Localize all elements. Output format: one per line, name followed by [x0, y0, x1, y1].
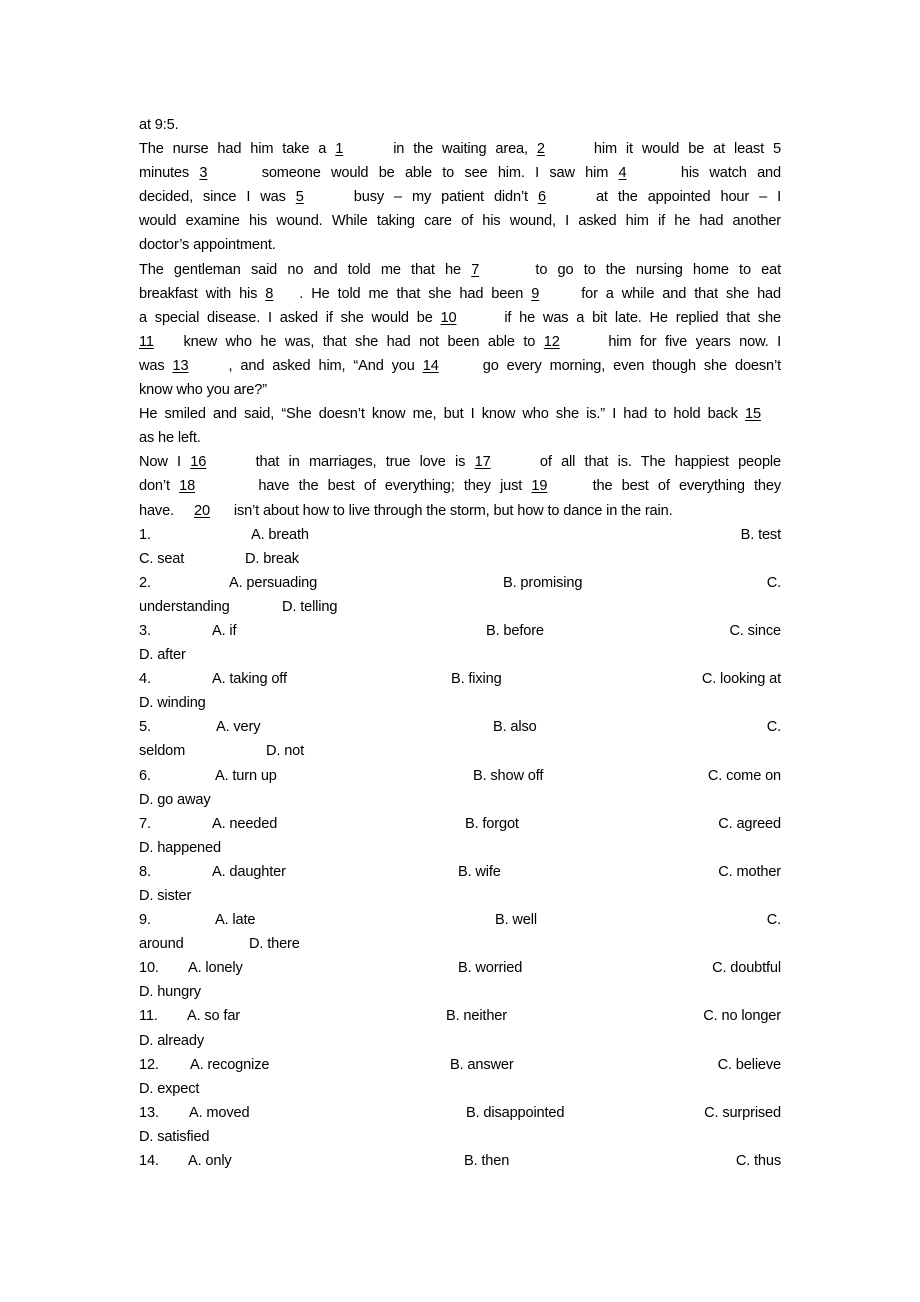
question-options-row — [139, 1101, 781, 1125]
question-options-continuation — [139, 788, 781, 812]
passage-text: don’t — [139, 478, 180, 495]
passage-line — [139, 330, 781, 354]
option-a[interactable]: A. recognize — [190, 1056, 270, 1073]
option-c[interactable]: C. — [766, 912, 781, 929]
blank-15[interactable]: 15 — [745, 406, 761, 423]
passage-line — [139, 499, 781, 523]
blank-1[interactable]: 1 — [335, 141, 344, 158]
question-options-row — [139, 1053, 781, 1077]
question-options-continuation — [139, 595, 781, 619]
question-options-row — [139, 571, 781, 595]
question-options-row — [139, 619, 781, 643]
question-options-continuation — [139, 1029, 781, 1053]
passage-text: his watch and — [670, 165, 781, 182]
option-a[interactable]: A. breath — [251, 526, 309, 543]
passage-text: of all that is. The happiest people — [530, 454, 781, 471]
option-a[interactable]: A. so far — [187, 1008, 240, 1025]
passage-text: minutes — [139, 165, 200, 182]
option-c[interactable]: C. mother — [718, 863, 781, 880]
option-b[interactable]: B. then — [464, 1153, 510, 1170]
question-options-continuation — [139, 980, 781, 1004]
question-number: 4. — [139, 671, 151, 688]
option-b[interactable]: B. disappointed — [466, 1104, 565, 1121]
question-options-row — [139, 956, 781, 980]
question-options-continuation — [139, 691, 781, 715]
question-item — [139, 715, 781, 763]
question-list — [139, 523, 781, 1174]
option-c[interactable]: C. doubtful — [712, 960, 781, 977]
question-number: 8. — [139, 863, 151, 880]
passage-paragraph — [139, 258, 781, 403]
option-b[interactable]: B. neither — [446, 1008, 507, 1025]
option-a[interactable]: A. very — [216, 719, 261, 736]
option-b[interactable]: B. well — [495, 912, 537, 929]
question-options-continuation — [139, 836, 781, 860]
passage-text: . He told me that she had been — [299, 285, 532, 302]
option-a[interactable]: A. taking off — [212, 671, 287, 688]
question-number: 10. — [139, 960, 159, 977]
document-page — [139, 113, 781, 1173]
question-options-row — [139, 812, 781, 836]
passage-line — [139, 354, 781, 378]
passage-line — [139, 209, 781, 233]
passage-line — [139, 161, 781, 185]
blank-16[interactable]: 16 — [190, 454, 207, 471]
option-b[interactable]: B. test — [740, 526, 781, 543]
question-options-continuation — [139, 884, 781, 908]
passage-text: someone would be able to see him. I saw him — [251, 165, 619, 182]
question-item — [139, 523, 781, 571]
question-options-continuation — [139, 932, 781, 956]
passage-text: in the waiting area, — [393, 141, 537, 158]
question-options-row — [139, 1004, 781, 1028]
blank-11[interactable]: 11 — [139, 333, 154, 350]
blank-13[interactable]: 13 — [172, 357, 189, 374]
option-d[interactable]: D. go away — [139, 791, 211, 808]
option-c-text[interactable]: understanding — [139, 598, 230, 615]
blank-18[interactable]: 18 — [179, 478, 196, 495]
question-number: 13. — [139, 1104, 159, 1121]
option-d[interactable]: D. not — [266, 743, 305, 760]
passage-text: for a while and that she had — [573, 285, 781, 302]
option-b[interactable]: B. also — [493, 719, 537, 736]
passage-text: decided, since I was — [139, 189, 296, 206]
option-d[interactable]: D. after — [139, 647, 186, 664]
blank-7[interactable]: 7 — [471, 261, 480, 278]
option-c[interactable]: C. come on — [707, 767, 781, 784]
passage-text: knew who he was, that she had not been able to — [175, 333, 544, 350]
option-c[interactable]: C. believe — [717, 1056, 781, 1073]
option-a[interactable]: A. only — [188, 1153, 232, 1170]
question-item — [139, 1053, 781, 1101]
blank-4[interactable]: 4 — [618, 165, 627, 182]
blank-2[interactable]: 2 — [536, 141, 545, 158]
option-c[interactable]: C. since — [729, 622, 781, 639]
option-b[interactable]: B. wife — [458, 863, 501, 880]
passage-line — [139, 282, 781, 306]
question-item — [139, 956, 781, 1004]
passage-paragraph — [139, 402, 781, 450]
question-number: 2. — [139, 574, 151, 591]
passage-line — [139, 474, 781, 498]
blank-19[interactable]: 19 — [531, 478, 548, 495]
passage-text: to go to the nursing home to eat — [525, 261, 781, 278]
passage-line — [139, 185, 781, 209]
option-d[interactable]: D. telling — [282, 598, 338, 615]
passage-paragraph — [139, 450, 781, 522]
question-options-row — [139, 523, 781, 547]
blank-17[interactable]: 17 — [474, 454, 491, 471]
question-item — [139, 571, 781, 619]
question-options-continuation — [139, 739, 781, 763]
option-a[interactable]: A. persuading — [229, 574, 318, 591]
question-options-row — [139, 1149, 781, 1173]
option-a[interactable]: A. moved — [189, 1104, 250, 1121]
option-a[interactable]: A. if — [212, 622, 237, 639]
blank-6[interactable]: 6 — [537, 189, 546, 206]
question-item — [139, 1101, 781, 1149]
question-options-row — [139, 715, 781, 739]
question-number: 14. — [139, 1153, 159, 1170]
question-item — [139, 812, 781, 860]
passage-text: that in marriages, true love is — [246, 454, 475, 471]
question-number: 9. — [139, 912, 151, 929]
option-d[interactable]: D. satisfied — [139, 1128, 210, 1145]
passage-text: have. — [139, 502, 174, 519]
question-item — [139, 619, 781, 667]
passage-text: at the appointed hour – I — [585, 189, 781, 206]
question-item — [139, 1149, 781, 1173]
question-number: 12. — [139, 1056, 159, 1073]
option-a[interactable]: A. needed — [212, 815, 278, 832]
passage-text: go every morning, even though she doesn’t — [474, 357, 781, 374]
option-d[interactable]: D. already — [139, 1032, 205, 1049]
question-options-continuation — [139, 1077, 781, 1101]
passage-text: a special disease. I asked if she would be — [139, 309, 441, 326]
passage-text: him for five years now. I — [599, 333, 781, 350]
passage-text: breakfast with his — [139, 285, 266, 302]
passage-text: him it would be at least 5 — [584, 141, 782, 158]
option-d[interactable]: D. hungry — [139, 984, 201, 1001]
passage-text: , and asked him, “And you — [228, 357, 423, 374]
option-b[interactable]: B. before — [486, 622, 544, 639]
question-number: 1. — [139, 526, 151, 543]
question-options-continuation — [139, 547, 781, 571]
option-c[interactable]: C. — [766, 719, 781, 736]
passage-line — [139, 426, 781, 450]
option-d[interactable]: D. break — [245, 550, 299, 567]
blank-3[interactable]: 3 — [199, 165, 208, 182]
question-options-row — [139, 667, 781, 691]
passage-line — [139, 233, 781, 257]
passage-lead: at 9:5. — [139, 117, 179, 133]
option-d[interactable]: D. sister — [139, 888, 192, 904]
passage-text: was — [139, 357, 173, 374]
question-number: 3. — [139, 622, 151, 639]
question-item — [139, 667, 781, 715]
question-number: 7. — [139, 815, 151, 832]
option-d[interactable]: D. expect — [139, 1080, 200, 1097]
question-number: 6. — [139, 767, 151, 784]
option-d[interactable]: D. there — [249, 936, 300, 953]
option-b[interactable]: B. answer — [450, 1056, 514, 1073]
option-c[interactable]: C. — [766, 574, 781, 591]
passage-text: have the best of everything; they just — [249, 478, 532, 495]
option-c-text[interactable]: seldom — [139, 743, 186, 760]
passage-line — [139, 306, 781, 330]
passage-line — [139, 378, 781, 402]
option-d[interactable]: D. winding — [139, 695, 206, 712]
cloze-passage — [139, 137, 781, 523]
option-b[interactable]: B. worried — [458, 960, 523, 977]
passage-text: if he was a bit late. He replied that she — [496, 309, 781, 326]
option-a[interactable]: A. turn up — [215, 767, 277, 784]
passage-text: would examine his wound. While taking care of his wound, I asked him if he had another — [139, 213, 781, 230]
passage-paragraph — [139, 137, 781, 257]
passage-line — [139, 258, 781, 282]
passage-text: The nurse had him take a — [139, 141, 336, 158]
question-options-continuation — [139, 1125, 781, 1149]
passage-line — [139, 402, 781, 426]
option-d[interactable]: D. happened — [139, 839, 221, 856]
option-a[interactable]: A. daughter — [212, 863, 286, 880]
blank-10[interactable]: 10 — [440, 309, 457, 326]
question-item — [139, 1004, 781, 1052]
blank-14[interactable]: 14 — [422, 357, 439, 374]
passage-text: as he left. — [139, 430, 201, 447]
question-item — [139, 908, 781, 956]
blank-9[interactable]: 9 — [531, 285, 540, 302]
blank-8[interactable]: 8 — [265, 285, 274, 302]
blank-12[interactable]: 12 — [543, 333, 560, 350]
blank-5[interactable]: 5 — [295, 189, 304, 206]
question-item — [139, 860, 781, 908]
passage-text: Now I — [139, 454, 191, 471]
passage-text: busy – my patient didn’t — [343, 189, 538, 206]
option-c[interactable]: C. seat — [139, 550, 185, 567]
option-b[interactable]: B. fixing — [451, 671, 502, 688]
question-options-row — [139, 860, 781, 884]
question-item — [139, 764, 781, 812]
option-c[interactable]: C. thus — [735, 1153, 781, 1170]
passage-text: the best of everything they — [583, 478, 781, 495]
passage-line — [139, 450, 781, 474]
passage-text: know who you are?” — [139, 382, 267, 399]
option-c[interactable]: C. no longer — [703, 1008, 781, 1025]
option-b[interactable]: B. show off — [473, 767, 544, 784]
option-b[interactable]: B. forgot — [465, 815, 519, 832]
question-number: 5. — [139, 719, 151, 736]
option-c[interactable]: C. surprised — [704, 1104, 781, 1121]
question-number: 11. — [139, 1008, 158, 1025]
option-c[interactable]: C. looking at — [701, 671, 781, 688]
passage-text: isn’t about how to live through the storm, but how to dance in the rain. — [229, 502, 673, 519]
blank-20[interactable]: 20 — [193, 502, 210, 519]
option-a[interactable]: A. late — [215, 912, 256, 929]
option-a[interactable]: A. lonely — [188, 960, 243, 977]
question-options-continuation — [139, 643, 781, 667]
option-c[interactable]: C. agreed — [718, 815, 781, 832]
passage-text: He smiled and said, “She doesn’t know me, but I know who she is.” I had to hold back — [139, 406, 745, 423]
option-b[interactable]: B. promising — [503, 574, 583, 591]
question-options-row — [139, 764, 781, 788]
passage-line — [139, 137, 781, 161]
passage-text: doctor’s appointment. — [139, 237, 276, 254]
passage-text: The gentleman said no and told me that he — [139, 261, 472, 278]
question-options-row — [139, 908, 781, 932]
option-c-text[interactable]: around — [139, 936, 184, 953]
